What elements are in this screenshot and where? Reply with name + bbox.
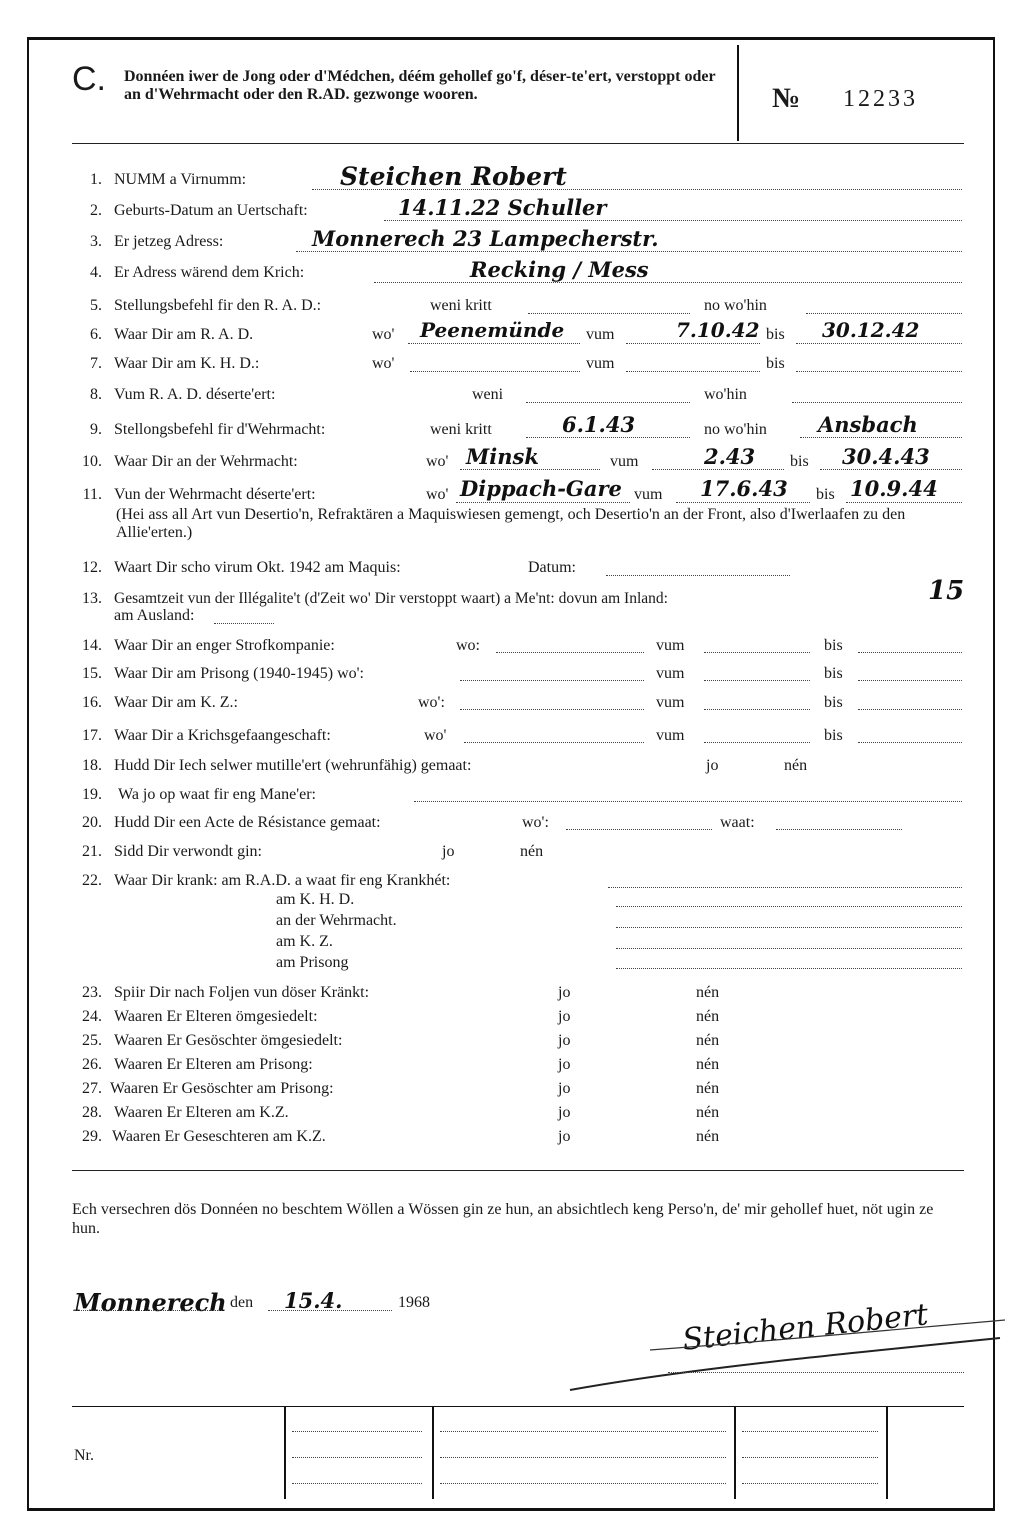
handwritten-signature-date: 15.4. — [284, 1288, 343, 1313]
table-divider — [432, 1407, 434, 1499]
option-jo[interactable]: jo — [442, 843, 455, 860]
item-label: Er Adress wärend dem Krich: — [114, 264, 305, 281]
handwritten-war-address: Recking / Mess — [470, 257, 649, 282]
fill-line — [676, 502, 810, 503]
item-label: Waar Dir an der Wehrmacht: — [114, 453, 298, 470]
item-label: Waaren Er Elteren am K.Z. — [114, 1104, 289, 1121]
handwritten-signature-place: Monnerech — [74, 1288, 227, 1317]
handwritten-desertion-from: 17.6.43 — [700, 476, 788, 501]
handwritten-months: 15 — [928, 576, 965, 606]
item-label: Waaren Er Elteren am Prisong: — [114, 1056, 313, 1073]
footer-nr-label: Nr. — [74, 1447, 94, 1464]
field-label: bis — [790, 453, 809, 470]
office-use-table — [72, 1406, 964, 1499]
field-label: bis — [824, 665, 843, 682]
item-number: 23. — [82, 984, 102, 1001]
handwritten-desertion-to: 10.9.44 — [850, 476, 938, 501]
item-label: Waaren Er Gesöschter am Prisong: — [110, 1080, 334, 1097]
illness-sub-label: am K. H. D. — [276, 891, 355, 908]
fill-line — [384, 220, 962, 221]
item-number: 2. — [90, 202, 102, 219]
item-number: 29. — [82, 1128, 102, 1145]
item-number: 16. — [82, 694, 102, 711]
option-jo[interactable]: jo — [558, 1104, 571, 1121]
item-label: Hudd Dir Iech selwer mutille'ert (wehrunfähig) gemaat: — [114, 757, 472, 774]
fill-line — [616, 968, 962, 969]
form-number: 12233 — [843, 86, 918, 112]
field-label: no wo'hin — [704, 421, 767, 438]
fill-line — [616, 927, 962, 928]
fill-line — [456, 502, 630, 503]
field-label: waat: — [720, 814, 755, 831]
fill-line — [440, 1431, 726, 1432]
item-number: 28. — [82, 1104, 102, 1121]
item-number: 14. — [82, 637, 102, 654]
item-number: 10. — [82, 453, 102, 470]
item-label: Waar Dir am K. Z.: — [114, 694, 238, 711]
handwritten-desertion-place: Dippach-Gare — [460, 476, 622, 501]
item-number: 25. — [82, 1032, 102, 1049]
item-number: 26. — [82, 1056, 102, 1073]
fill-line — [528, 313, 690, 314]
item-number: 7. — [90, 355, 102, 372]
fill-line — [742, 1483, 878, 1484]
field-label: vum — [656, 727, 685, 744]
handwritten-wehrmacht-to: 30.4.43 — [842, 444, 930, 469]
fill-line — [796, 371, 962, 372]
fill-line — [742, 1431, 878, 1432]
fill-line — [464, 742, 644, 743]
item-label: Waaren Er Gesöschter ömgesiedelt: — [114, 1032, 343, 1049]
fill-line — [742, 1457, 878, 1458]
field-label: wo' — [426, 486, 449, 503]
item-label: Er jetzeg Adress: — [114, 233, 224, 250]
table-divider — [734, 1407, 736, 1499]
item-number: 18. — [82, 757, 102, 774]
header-divider — [737, 45, 739, 141]
field-label: weni kritt — [430, 297, 492, 314]
item-label: Stellongsbefehl fir d'Wehrmacht: — [114, 421, 326, 438]
item-number: 15. — [82, 665, 102, 682]
item-number: 13. — [82, 590, 102, 607]
item-label: Vum R. A. D. déserte'ert: — [114, 386, 276, 403]
declaration-text: Ech versechren dös Donnéen no beschtem Wöllen a Wössen gin ze hun, an absichtlech keng Perso'n, de' mir gehollef huet, nöt ugin ze hun. — [72, 1201, 934, 1237]
fill-line — [606, 575, 790, 576]
item-number: 21. — [82, 843, 102, 860]
field-label: bis — [816, 486, 835, 503]
field-label: vum — [634, 486, 663, 503]
option-jo[interactable]: jo — [558, 984, 571, 1001]
fill-line — [296, 251, 962, 252]
fill-line — [440, 1457, 726, 1458]
fill-line — [292, 1431, 422, 1432]
field-label: wo' — [426, 453, 449, 470]
option-nen[interactable]: nén — [696, 1080, 720, 1097]
fill-line — [704, 652, 810, 653]
fill-line — [858, 680, 962, 681]
field-label: wo': — [418, 694, 445, 711]
item-number: 9. — [90, 421, 102, 438]
item-number: 4. — [90, 264, 102, 281]
field-label: am Ausland: — [114, 607, 195, 624]
item-label: Waaren Er Geseschteren am K.Z. — [112, 1128, 326, 1145]
signature-year: 1968 — [398, 1294, 430, 1311]
den-label: den — [230, 1294, 254, 1311]
section-letter: C. — [72, 60, 106, 98]
option-jo[interactable]: jo — [558, 1032, 571, 1049]
item-number: 11. — [82, 486, 102, 503]
fill-line — [796, 343, 962, 344]
fill-line — [858, 709, 962, 710]
fill-line — [626, 343, 760, 344]
option-jo[interactable]: jo — [558, 1128, 571, 1145]
item-label: Wa jo op waat fir eng Mane'er: — [118, 786, 316, 803]
fill-line — [408, 343, 580, 344]
fill-line — [566, 829, 712, 830]
field-label: vum — [586, 355, 615, 372]
fill-line — [626, 371, 760, 372]
desertion-note: (Hei ass all Art vun Desertio'n, Refraktären a Maquiswiesen gemengt, och Desertio'n an der Front, also d'Iwerlaafen zu den Allie'erten.) — [116, 506, 906, 541]
fill-line — [806, 313, 962, 314]
field-label: weni kritt — [430, 421, 492, 438]
handwritten-rad-to: 30.12.42 — [822, 318, 920, 342]
fill-line — [846, 502, 962, 503]
field-label: wo'hin — [704, 386, 747, 403]
item-number: 22. — [82, 872, 102, 889]
fill-line — [292, 1483, 422, 1484]
field-label: Datum: — [528, 559, 576, 576]
fill-line — [460, 680, 644, 681]
item-label: Gesamtzeit vun der Illégalite't (d'Zeit wo' Dir verstoppt waart) a Me'nt: dovun am Inland: — [114, 590, 668, 607]
table-divider — [284, 1407, 286, 1499]
section-rule — [72, 1170, 964, 1171]
item-number: 3. — [90, 233, 102, 250]
item-label: Waaren Er Elteren ömgesiedelt: — [114, 1008, 318, 1025]
fill-line — [414, 801, 962, 802]
fill-line — [858, 742, 962, 743]
item-label: Waar Dir am R. A. D. — [114, 326, 254, 343]
table-divider — [886, 1407, 888, 1499]
item-label: Stellungsbefehl fir den R. A. D.: — [114, 297, 322, 314]
field-label: wo': — [522, 814, 549, 831]
field-label: no wo'hin — [704, 297, 767, 314]
fill-line — [374, 282, 962, 283]
fill-line — [526, 437, 690, 438]
fill-line — [496, 652, 644, 653]
item-number: 8. — [90, 386, 102, 403]
illness-sub-label: am Prisong — [276, 954, 349, 971]
fill-line — [616, 948, 962, 949]
item-number: 27. — [82, 1080, 102, 1097]
item-label: Hudd Dir een Acte de Résistance gemaat: — [114, 814, 381, 831]
item-label: Waar Dir an enger Strofkompanie: — [114, 637, 335, 654]
option-jo[interactable]: jo — [706, 757, 719, 774]
option-jo[interactable]: jo — [558, 1080, 571, 1097]
fill-line — [820, 469, 962, 470]
item-label: Spiir Dir nach Foljen vun döser Kränkt: — [114, 984, 370, 1001]
handwritten-address: Monnerech 23 Lampecherstr. — [312, 226, 659, 251]
item-number: 17. — [82, 727, 102, 744]
fill-line — [460, 709, 644, 710]
fill-line — [526, 402, 690, 403]
field-label: weni — [472, 386, 504, 403]
item-number: 24. — [82, 1008, 102, 1025]
handwritten-birth: 14.11.22 Schuller — [398, 195, 607, 220]
item-label: Vun der Wehrmacht déserte'ert: — [114, 486, 316, 503]
fill-line — [704, 742, 810, 743]
fill-line — [440, 1483, 726, 1484]
field-label: wo' — [424, 727, 447, 744]
fill-line — [704, 709, 810, 710]
option-nen[interactable]: nén — [696, 984, 720, 1001]
header-rule — [72, 143, 964, 144]
illness-sub-label: am K. Z. — [276, 933, 333, 950]
field-label: vum — [656, 637, 685, 654]
field-label: wo: — [456, 637, 480, 654]
fill-line — [292, 1457, 422, 1458]
signature-underline-flourish — [560, 1290, 1010, 1400]
handwritten-rad-from: 7.10.42 — [676, 318, 760, 342]
field-label: vum — [610, 453, 639, 470]
field-label: bis — [766, 355, 785, 372]
fill-line — [776, 829, 902, 830]
illness-sub-label: an der Wehrmacht. — [276, 912, 397, 929]
handwritten-name: Steichen Robert — [340, 162, 567, 191]
item-label: Waart Dir scho virum Okt. 1942 am Maquis: — [114, 559, 401, 576]
option-nen[interactable]: nén — [784, 757, 808, 774]
item-label: Waar Dir a Krichsgefaangeschaft: — [114, 727, 331, 744]
fill-line — [74, 1310, 222, 1311]
field-label: vum — [656, 665, 685, 682]
field-label: vum — [656, 694, 685, 711]
option-nen[interactable]: nén — [696, 1032, 720, 1049]
option-jo[interactable]: jo — [558, 1008, 571, 1025]
item-number: 5. — [90, 297, 102, 314]
fill-line — [858, 652, 962, 653]
item-label: Sidd Dir verwondt gin: — [114, 843, 262, 860]
form-title: Donnéen iwer de Jong oder d'Médchen, déém gehollef go'f, déser-te'ert, verstoppt oder an d'Wehrmacht oder den R.AD. gezwonge wooren. — [124, 68, 716, 103]
item-label: Geburts-Datum an Uertschaft: — [114, 202, 308, 219]
field-label: bis — [824, 727, 843, 744]
item-number: 6. — [90, 326, 102, 343]
option-nen[interactable]: nén — [696, 1128, 720, 1145]
field-label: wo' — [372, 326, 395, 343]
fill-line — [608, 887, 962, 888]
option-nen[interactable]: nén — [696, 1056, 720, 1073]
handwritten-order-date: 6.1.43 — [562, 412, 636, 437]
fill-line — [410, 371, 580, 372]
field-label: bis — [824, 637, 843, 654]
fill-line — [214, 623, 274, 624]
field-label: bis — [766, 326, 785, 343]
item-label: Waar Dir am K. H. D.: — [114, 355, 260, 372]
item-label: Waar Dir krank: am R.A.D. a waat fir eng Krankhét: — [114, 872, 451, 889]
fill-line — [800, 437, 962, 438]
field-label: bis — [824, 694, 843, 711]
fill-line — [668, 1372, 964, 1373]
option-nen[interactable]: nén — [520, 843, 544, 860]
option-nen[interactable]: nén — [696, 1104, 720, 1121]
fill-line — [652, 469, 784, 470]
option-jo[interactable]: jo — [558, 1056, 571, 1073]
handwritten-signature: Steichen Robert — [680, 1297, 930, 1358]
item-number: 19. — [82, 786, 102, 803]
fill-line — [460, 469, 600, 470]
handwritten-wehrmacht-place: Minsk — [466, 444, 539, 469]
handwritten-order-place: Ansbach — [818, 412, 918, 437]
number-label: № — [772, 83, 801, 114]
fill-line — [616, 906, 962, 907]
item-number: 12. — [82, 559, 102, 576]
item-label: Waar Dir am Prisong (1940-1945) wo': — [114, 665, 364, 682]
field-label: wo' — [372, 355, 395, 372]
item-number: 20. — [82, 814, 102, 831]
fill-line — [704, 680, 810, 681]
handwritten-wehrmacht-from: 2.43 — [704, 444, 756, 469]
option-nen[interactable]: nén — [696, 1008, 720, 1025]
fill-line — [792, 402, 962, 403]
item-number: 1. — [90, 171, 102, 188]
handwritten-rad-place: Peenemünde — [420, 318, 565, 342]
field-label: vum — [586, 326, 615, 343]
item-label: NUMM a Virnumm: — [114, 171, 247, 188]
